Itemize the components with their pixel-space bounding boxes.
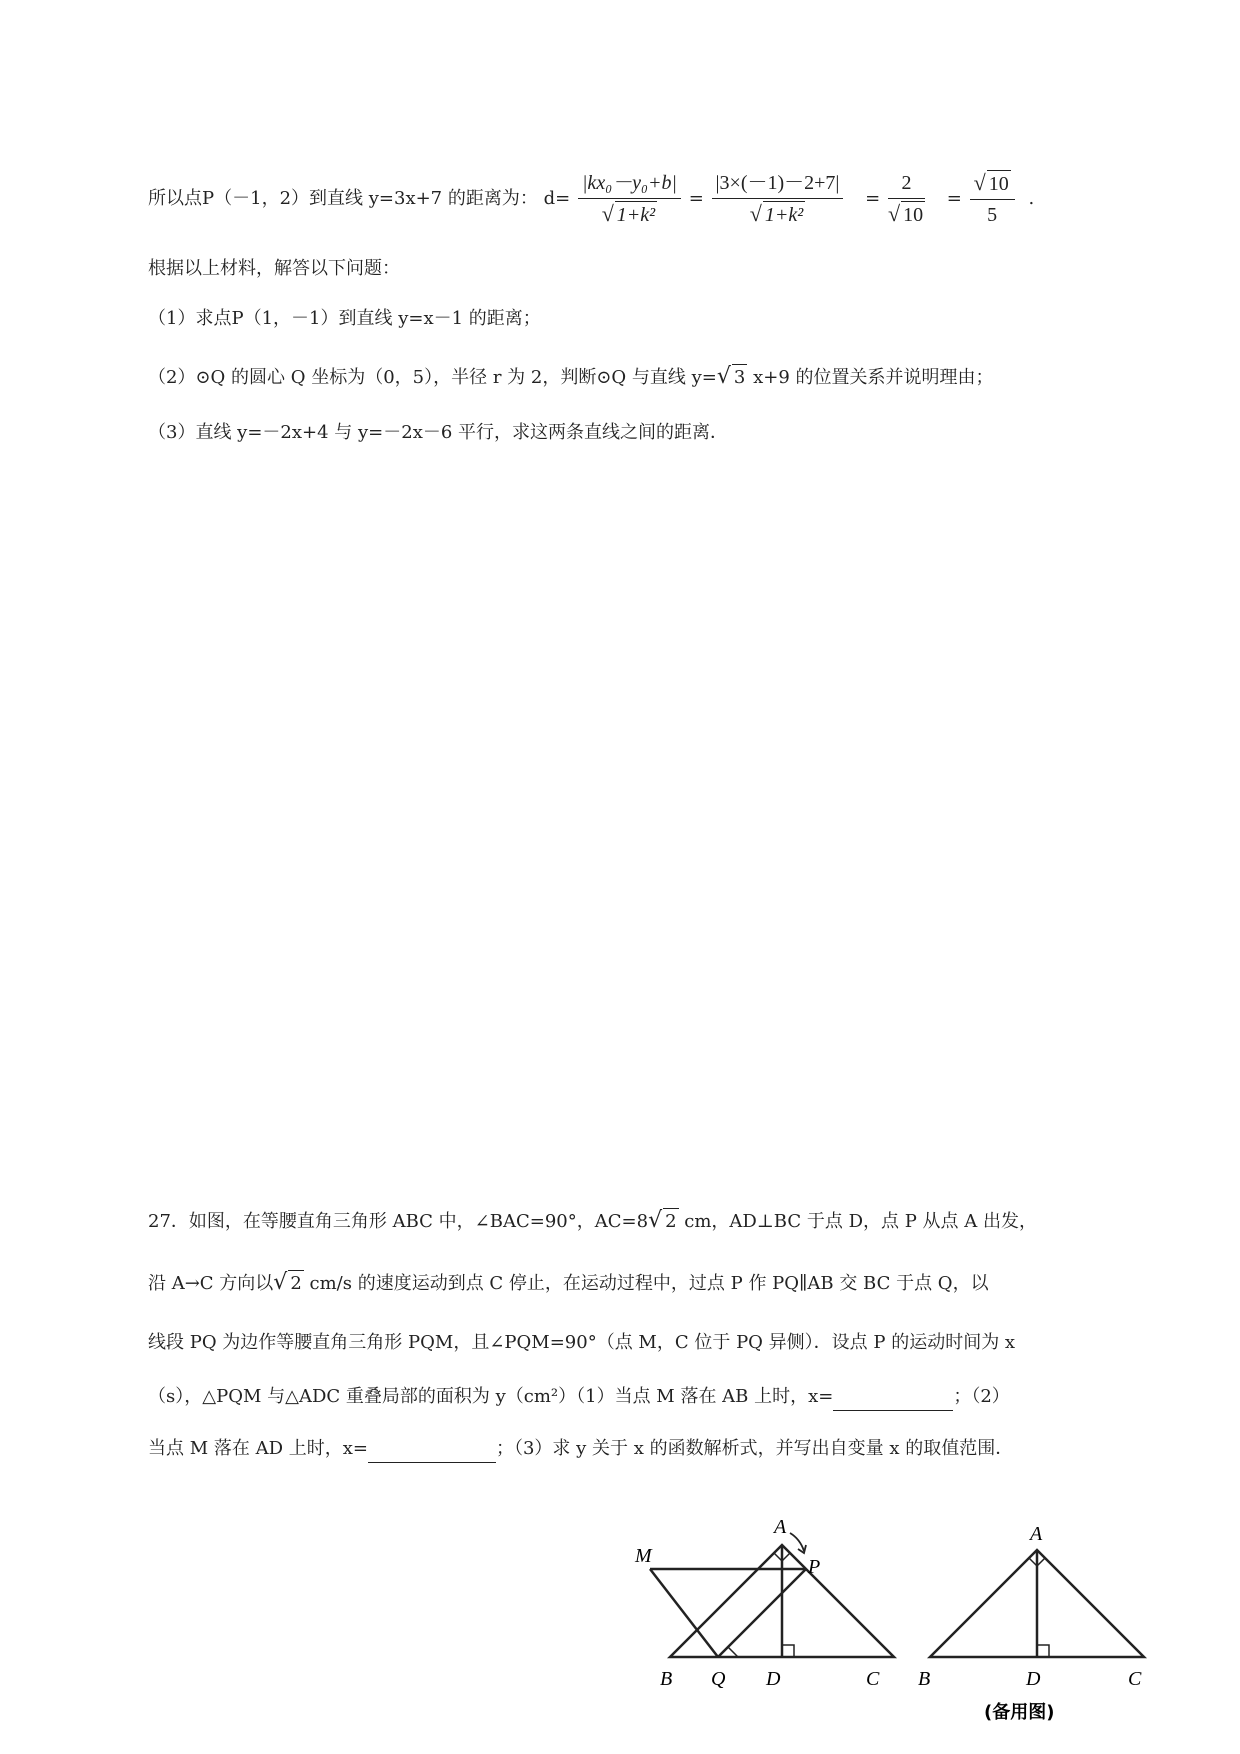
segment-qp	[718, 1569, 806, 1657]
radical-sign: √	[716, 364, 731, 389]
problem-27-line-3: 线段 PQ 为边作等腰直角三角形 PQM，且∠PQM=90°（点 M，C 位于 PQ 异侧）．设点 P 的运动时间为 x	[148, 1332, 1016, 1353]
label-c-spare: C	[1128, 1668, 1142, 1690]
fraction-3-denominator: √ 10	[887, 201, 924, 226]
problem-27-text-1b: cm，AD⊥BC 于点 D，点 P 从点 A 出发，	[684, 1211, 1037, 1232]
problem-27-line-2: 沿 A→C 方向以√ 2 cm/s 的速度运动到点 C 停止，在运动过程中，过点 P 作 PQ∥AB 交 BC 于点 Q，以	[148, 1270, 989, 1295]
problem-27-text-2a: 沿 A→C 方向以	[148, 1273, 274, 1294]
label-m: M	[635, 1545, 652, 1567]
intro-text: 根据以上材料，解答以下问题：	[148, 258, 400, 279]
figure-1	[650, 1533, 894, 1657]
equals-sign-2: =	[865, 188, 881, 209]
problem-27-text-5b: ；（3）求 y 关于 x 的函数解析式，并写出自变量 x 的取值范围．	[495, 1438, 1014, 1459]
fraction-2-numerator: |3×(－1)－2+7|	[712, 170, 844, 199]
formula-period: .	[1028, 188, 1035, 209]
label-d: D	[766, 1668, 781, 1690]
right-angle-q	[728, 1647, 738, 1657]
label-b-spare: B	[918, 1668, 931, 1690]
d-equals: d=	[543, 188, 571, 209]
motion-arrow	[790, 1533, 804, 1551]
fraction-3-numerator: 2	[888, 170, 925, 199]
question-3: （3）直线 y=－2x+4 与 y=－2x－6 平行，求这两条直线之间的距离．	[148, 422, 729, 443]
problem-27-text-5a: 当点 M 落在 AD 上时，x=	[148, 1438, 368, 1459]
problem-27-text-1a: 27．如图，在等腰直角三角形 ABC 中，∠BAC=90°，AC=8	[148, 1211, 649, 1232]
label-q: Q	[711, 1668, 726, 1690]
fraction-1-denominator: √ 1+k²	[601, 201, 656, 226]
equals-sign-1: =	[688, 188, 704, 209]
formula-prefix: 所以点P（－1，2）到直线 y=3x+7 的距离为：	[148, 188, 538, 209]
question-1: （1）求点P（1，－1）到直线 y=x－1 的距离；	[148, 308, 541, 329]
problem-27-line-1: 27．如图，在等腰直角三角形 ABC 中，∠BAC=90°，AC=8√ 2 cm，AD⊥BC 于点 D，点 P 从点 A 出发，	[148, 1208, 1037, 1233]
figure-2	[930, 1550, 1144, 1657]
fraction-4-denominator: 5	[987, 204, 998, 226]
label-a: A	[774, 1516, 787, 1538]
fraction-4-numerator: √ 10	[970, 170, 1015, 200]
problem-27-text-4a: （s），△PQM 与△ADC 重叠局部的面积为 y（cm²）（1）当点 M 落在 AB 上时，x=	[148, 1386, 834, 1407]
radical-2-speed: 2	[288, 1270, 303, 1297]
equals-sign-3: =	[946, 188, 962, 209]
label-d-spare: D	[1026, 1668, 1041, 1690]
radical-3: 3	[732, 364, 747, 391]
question-2-text-before: （2）⊙Q 的圆心 Q 坐标为（0，5），半径 r 为 2，判断⊙Q 与直线 y=	[148, 367, 717, 388]
fraction-1-numerator: |kx₀－y₀+b|	[578, 170, 681, 199]
label-b: B	[660, 1668, 673, 1690]
right-angle-d-spare	[1037, 1645, 1049, 1657]
label-a-spare: A	[1030, 1523, 1043, 1545]
problem-27-text-4b: ；（2）	[953, 1386, 1010, 1407]
fraction-2-denominator: √ 1+k²	[749, 201, 804, 226]
question-2-text-after: x+9 的位置关系并说明理由；	[753, 367, 994, 388]
radical-2: 2	[663, 1208, 678, 1235]
label-p: P	[808, 1556, 821, 1578]
label-c: C	[866, 1668, 880, 1690]
right-angle-d	[782, 1645, 794, 1657]
problem-27-text-2b: cm/s 的速度运动到点 C 停止，在运动过程中，过点 P 作 PQ∥AB 交 BC 于点 Q，以	[309, 1273, 989, 1294]
spare-figure-caption: (备用图)	[984, 1702, 1055, 1723]
